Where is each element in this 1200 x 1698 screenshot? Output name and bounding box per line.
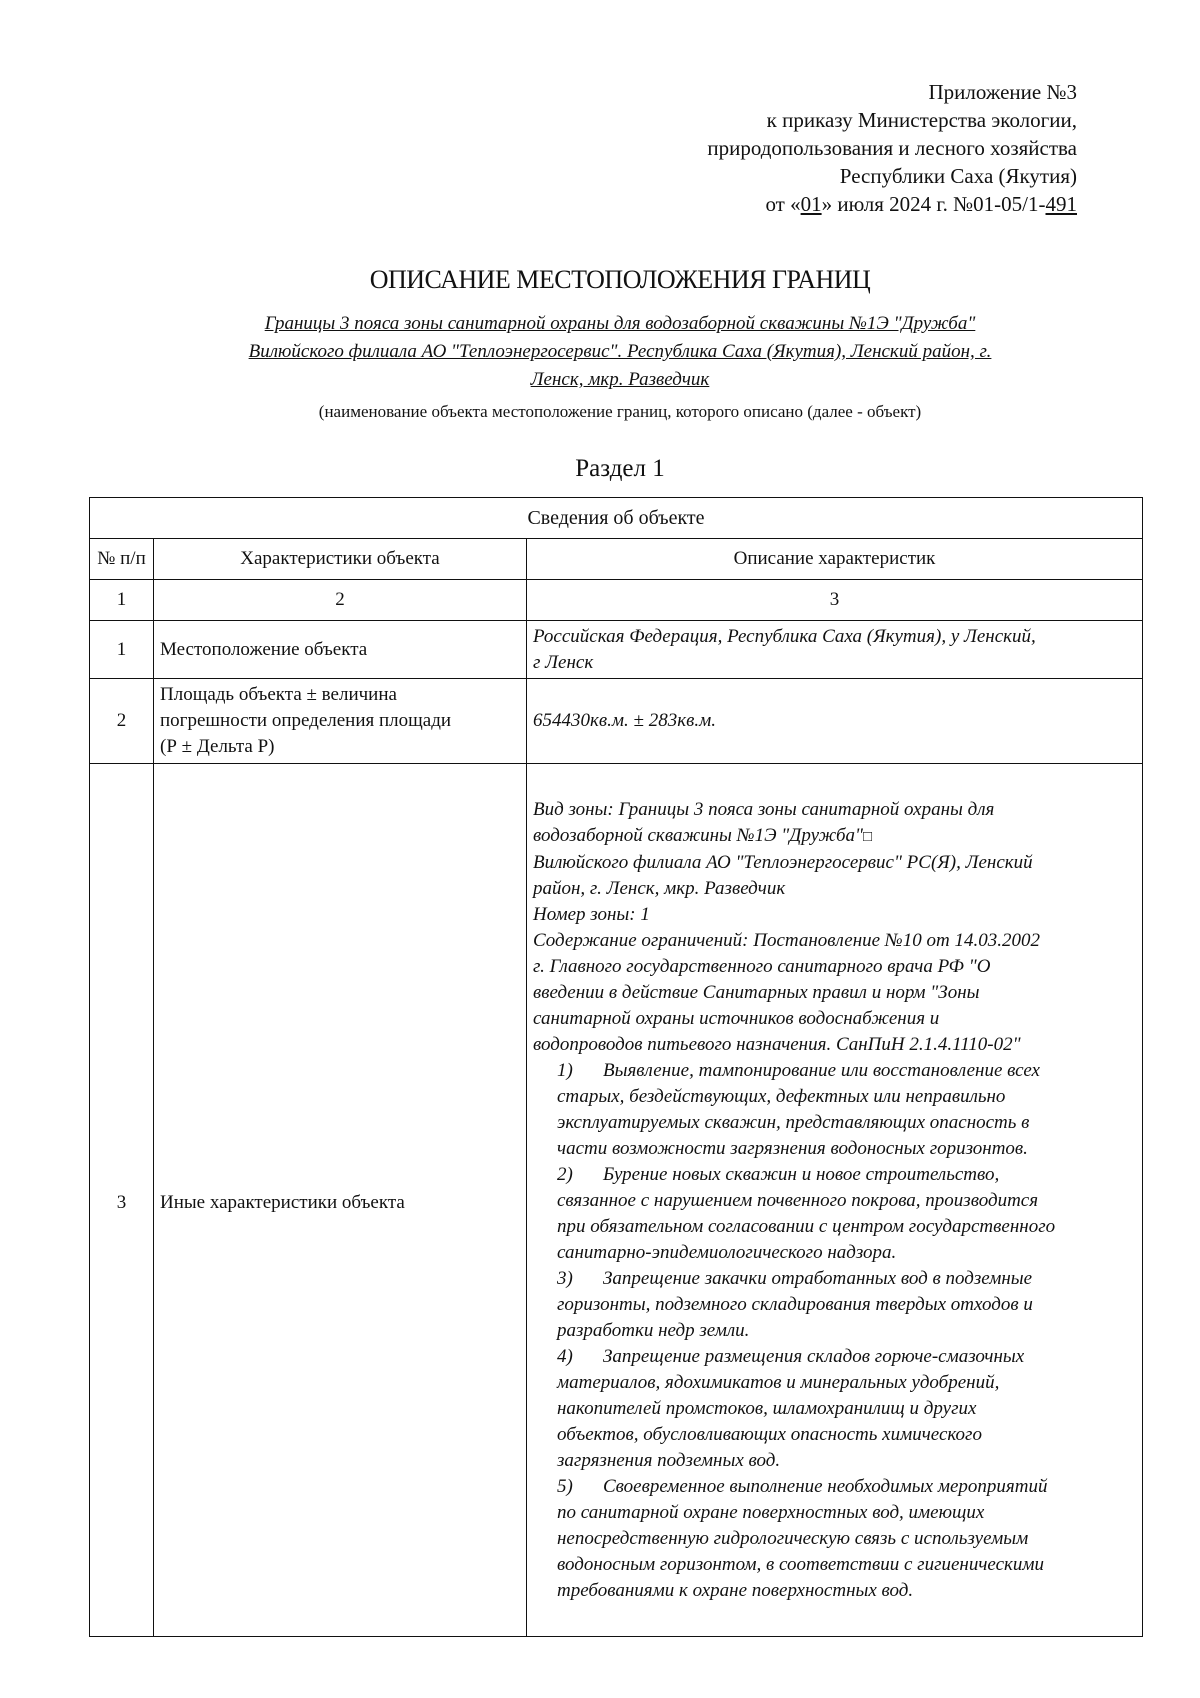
table-caption: Сведения об объекте — [90, 498, 1143, 539]
column-header-number: № п/п — [90, 539, 154, 580]
appendix-line-4: Республики Саха (Якутия) — [839, 164, 1077, 188]
object-info-table — [89, 497, 1143, 1637]
table-row — [90, 621, 1143, 679]
table-caption-row — [90, 498, 1143, 539]
row-number: 2 — [90, 679, 154, 764]
order-number: 491 — [1045, 192, 1077, 216]
table-header-row — [90, 539, 1143, 580]
row-characteristic: Местоположение объекта — [154, 621, 527, 679]
section-title: Раздел 1 — [575, 455, 665, 482]
column-number-1: 1 — [90, 580, 154, 621]
row-number: 1 — [90, 621, 154, 679]
restriction-item-2: 2) Бурение новых скважин и новое строительство, связанное с нарушением почвенного покрова, производится при обязательном согласовании с центром государственного санитарно-эпидемиологического надзора. — [557, 1163, 1056, 1263]
order-day: 01 — [800, 192, 822, 216]
column-number-3: 3 — [527, 580, 1143, 621]
appendix-line-2: к приказу Министерства экологии, — [766, 108, 1077, 132]
restriction-item-5: 5) Своевременное выполнение необходимых мероприятий по санитарной охране поверхностных вод, имеющих непосредственную гидрологическую связь с используемым водоносным горизонтом, в соответствии с гигиеническими требованиями к охране поверхностных вод. — [557, 1475, 1048, 1601]
row-description: Вид зоны: Границы 3 пояса зоны санитарной охраны для водозаборной скважины №1Э "Дружба"□ Вилюйского филиала АО "Теплоэнергосервис" РС(Я), Ленский район, г. Ленск, мкр. Разведчик Номер зоны: 1 Содержание ограничений: Постановление №10 от 14.03.2002 г. Главного государственного санитарного врача РФ "О введении в действие Санитарных правил и норм "Зоны санитарной охраны источников водоснабжения и водопроводов питьевого назначения. СанПиН 2.1.4.1110-02" 1) Выявление, тампонирование или восстановление всех старых, бездействующих, дефектных или неправильно эксплуатируемых скважин, представляющих опасность в части возможности загрязнения водоносных горизонтов. 2) Бурение новых скважин и новое строительство, связанное с нарушением почвенного покрова, производится при обязательном согласовании с центром государственного санитарно-эпидемиологического надзора. 3) Запрещение закачки отработанных вод в подземные горизонты, подземного складирования твердых отходов и разработки недр земли. 4) Запрещение размещения складов горюче-смазочных материалов, ядохимикатов и минеральных удобрений, накопителей промстоков, шламохранилищ и других объектов, обусловливающих опасность химического загрязнения подземных вод. 5) Своевременное выполнение необходимых мероприятий по санитарной охране поверхностных вод, имеющих непосредственную гидрологическую связь с используемым водоносным горизонтом, в соответствии с гигиеническими требованиями к охране поверхностных вод. — [527, 764, 1143, 1637]
order-date-prefix: от « — [765, 192, 801, 216]
appendix-line-3: природопользования и лесного хозяйства — [707, 136, 1077, 160]
row-description: 654430кв.м. ± 283кв.м. — [527, 679, 1143, 764]
order-date-middle: » июля 2024 г. №01-05/1- — [821, 192, 1046, 216]
restriction-item-3: 3) Запрещение закачки отработанных вод в подземные горизонты, подземного складирования твердых отходов и разработки недр земли. — [557, 1267, 1033, 1341]
column-header-characteristic: Характеристики объекта — [154, 539, 527, 580]
object-name-line-1: Границы 3 пояса зоны санитарной охраны для водозаборной скважины №1Э "Дружба" — [264, 313, 976, 334]
row-number: 3 — [90, 764, 154, 1637]
appendix-header — [707, 78, 1077, 218]
row-description: Российская Федерация, Республика Саха (Якутия), у Ленский, г Ленск — [527, 621, 1143, 679]
missing-glyph-box: □ — [863, 828, 873, 845]
object-name-line-2: Вилюйского филиала АО "Теплоэнергосервис". Республика Саха (Якутия), Ленский район, г. — [248, 341, 992, 362]
column-number-2: 2 — [154, 580, 527, 621]
restriction-item-4: 4) Запрещение размещения складов горюче-смазочных материалов, ядохимикатов и минеральных удобрений, накопителей промстоков, шламохранилищ и других объектов, обусловливающих опасность химического загрязнения подземных вод. — [557, 1345, 1025, 1471]
object-name — [120, 310, 1120, 394]
column-header-description: Описание характеристик — [527, 539, 1143, 580]
appendix-line-1: Приложение №3 — [928, 80, 1077, 104]
document-title: ОПИСАНИЕ МЕСТОПОЛОЖЕНИЯ ГРАНИЦ — [369, 265, 871, 294]
table-row — [90, 679, 1143, 764]
table-row — [90, 764, 1143, 1637]
appendix-date-line — [707, 190, 1077, 218]
column-number-row — [90, 580, 1143, 621]
object-caption: (наименование объекта местоположение границ, которого описано (далее - объект) — [318, 402, 922, 421]
row-characteristic: Площадь объекта ± величина погрешности определения площади (Р ± Дельта Р) — [154, 679, 527, 764]
restriction-item-1: 1) Выявление, тампонирование или восстановление всех старых, бездействующих, дефектных или неправильно эксплуатируемых скважин, представляющих опасность в части возможности загрязнения водоносных горизонтов. — [557, 1059, 1040, 1159]
row-characteristic: Иные характеристики объекта — [154, 764, 527, 1637]
object-name-line-3: Ленск, мкр. Разведчик — [530, 369, 710, 390]
